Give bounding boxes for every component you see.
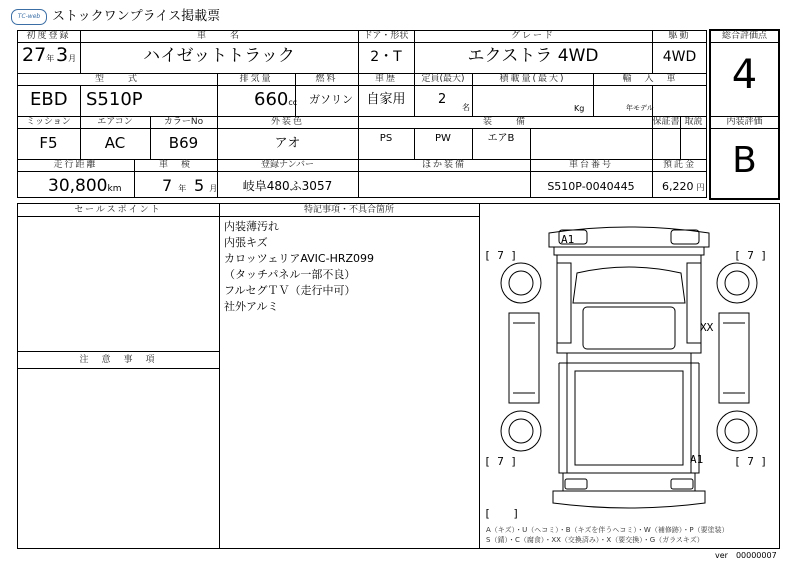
remark-line: 内張キズ [224,236,268,249]
label-grade: グレード [510,31,555,41]
color-no-value: B69 [168,134,199,152]
label-first-reg: 初度登録 [26,31,71,41]
overall-score: 4 [731,52,758,98]
remark-line: 社外アルミ [224,300,279,313]
remark-line: 内装薄汚れ [224,220,279,233]
label-warranty: 保証書 [652,117,680,127]
inspection-year: 7 年 [162,176,187,195]
history-value: 自家用 [366,92,406,107]
damage-mark-side: XX [700,321,714,334]
drive-value: 4WD [662,49,697,65]
reg-year: 27年 [22,44,55,66]
label-aircon: エアコン [97,117,133,127]
logo [11,9,47,25]
tire-right-rear: [ 7 ] [734,455,768,468]
page-title: ストックワンプライス掲載票 [52,9,221,24]
spare-tire: [ ] [484,507,520,520]
label-deposit: 預託金 [662,160,696,170]
version-label: ver 00000007 [715,551,777,560]
tire-left-rear: [ 7 ] [484,455,518,468]
color-value: アオ [274,136,301,151]
label-plate: 登録ナンバー [261,160,314,170]
remark-line: カロッツェリアAVIC-HRZ099 [224,252,375,265]
label-model: 型 式 [94,74,139,84]
label-door-shape: ドア・形状 [363,31,409,41]
remark-line: フルセグＴＶ（走行中可） [224,284,356,297]
grade-value: エクストラ 4WD [467,46,599,66]
label-capacity: 定員(最大) [421,74,465,84]
label-interior-grade: 内装評価 [726,117,763,127]
label-sales-point: セールスポイント [74,205,162,215]
capacity-unit: 名 [462,103,470,112]
import-unit: 年モデル [626,104,654,112]
label-other-equipment: ほか装備 [421,160,466,170]
vehicle-diagram [479,203,779,548]
equip-pw: PW [435,133,451,144]
damage-mark-rear: A1 [690,453,704,466]
plate-value: 岐阜480ふ3057 [242,179,333,193]
label-mission: ミッション [26,117,71,127]
legend-line: S（錆）・C（腐食）・XX（交換済み）・X（要交換）・G（ガラスキズ） [486,536,704,544]
label-exterior-color: 外装色 [270,117,304,127]
mileage-value: 30,800km [48,176,122,196]
load-unit: Kg [574,104,585,113]
displacement-value: 660cc [254,89,298,110]
door-value: 2・T [370,49,402,65]
label-inspection: 車 検 [158,160,192,170]
tire-right-front: [ 7 ] [734,249,768,262]
label-remarks: 特記事項・不具合箇所 [303,205,394,215]
mission-value: F5 [39,134,58,152]
label-chassis-no: 車台番号 [568,160,613,170]
damage-mark-front: A1 [561,233,575,246]
label-drive: 駆動 [668,31,691,41]
logo-text: TC-web [17,13,41,20]
legend-line: A（キズ）・U（ヘコミ）・B（キズを伴うヘコミ）・W（補修跡）・P（要塗装） [486,526,729,534]
label-history: 車歴 [374,74,397,84]
deposit-value: 6,220 円 [662,180,705,193]
label-caution: 注 意 事 項 [79,355,157,365]
label-max-load: 積載量(最大) [499,74,566,84]
label-manual: 取説 [684,117,703,127]
label-car-name: 車 名 [196,31,241,41]
label-fuel: 燃料 [315,74,338,84]
label-color-no: カラーNo [163,117,204,127]
inspection-month: 5 月 [194,176,218,195]
capacity-value: 2 [438,92,447,107]
equip-airbag: エアB [487,133,515,144]
car-name-value: ハイゼットトラック [143,46,295,66]
fuel-value: ガソリン [309,93,353,106]
tire-left-front: [ 7 ] [484,249,518,262]
reg-month: 3月 [56,44,77,66]
label-overall-grade: 総合評価点 [721,31,767,41]
label-mileage: 走行距離 [53,160,98,170]
model-value: S510P [86,89,143,110]
equip-ps: PS [379,133,393,144]
model-prefix: EBD [30,89,68,110]
aircon-value: AC [104,134,126,152]
label-equipment: 装 備 [482,117,527,127]
chassis-no-value: S510P-0040445 [547,180,635,193]
label-displacement: 排気量 [239,74,273,84]
label-import: 輸 入 車 [622,74,678,84]
interior-score: B [732,140,757,181]
remark-line: （タッチパネル一部不良） [224,268,356,281]
